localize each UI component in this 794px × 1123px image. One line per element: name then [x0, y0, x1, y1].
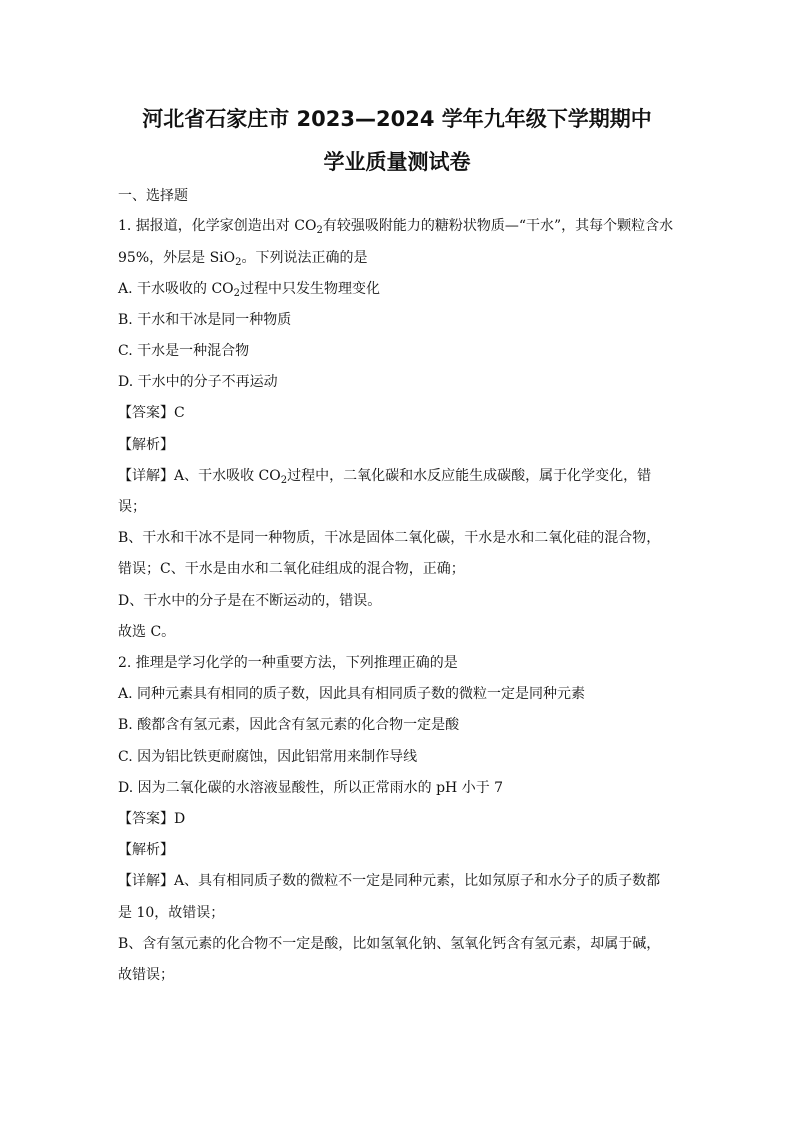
- q1-analysis-label: 【解析】: [118, 437, 174, 453]
- section-heading: 一、选择题: [118, 188, 188, 204]
- q2-detail-line1: 【详解】A、具有相同质子数的微粒不一定是同种元素，比如氖原子和水分子的质子数都: [118, 873, 661, 889]
- q1-stem-line1: 1. 据报道，化学家创造出对 $CO_2$有较强吸附能力的糖粉状物质—“干水”，其每个颗粒含水: [118, 218, 674, 236]
- q1-conclusion: 故选 C。: [118, 624, 176, 640]
- q1-detail-line3: B、干水和干冰不是同一种物质，干冰是固体二氧化碳，干水是水和二氧化硅的混合物，: [118, 530, 661, 546]
- q1-option-c: C. 干水是一种混合物: [118, 343, 250, 359]
- q1-detail-line1: 【详解】A、干水吸收 $CO_2$过程中，二氧化碳和水反应能生成碳酸，属于化学变化，错: [118, 468, 652, 486]
- q2-detail-line3: B、含有氢元素的化合物不一定是酸，比如氢氧化钠、氢氧化钙含有氢元素，却属于碱，: [118, 936, 661, 952]
- q1-answer: 【答案】C: [118, 405, 185, 421]
- q1-detail-line5: D、干水中的分子是在不断运动的，错误。: [118, 593, 382, 609]
- q1-option-a: A. 干水吸收的 $CO_2$过程中只发生物理变化: [118, 281, 381, 299]
- q2-detail-line2: 是 10，故错误；: [118, 905, 225, 921]
- q1-detail-line2: 误；: [118, 499, 146, 515]
- page-title: 河北省石家庄市 2023—2024 学年九年级下学期期中: [142, 107, 652, 131]
- q2-option-a: A. 同种元素具有相同的质子数，因此具有相同质子数的微粒一定是同种元素: [118, 686, 586, 702]
- q1-stem-line2: 95%，外层是 SiO$_2$。下列说法正确的是: [118, 250, 368, 268]
- q2-option-d: D. 因为二氧化碳的水溶液显酸性，所以正常雨水的 pH 小于 7: [118, 780, 504, 796]
- q2-answer: 【答案】D: [118, 811, 186, 827]
- q1-detail-line4: 错误；C、干水是由水和二氧化硅组成的混合物，正确；: [118, 561, 465, 577]
- q1-option-b: B. 干水和干冰是同一种物质: [118, 312, 292, 328]
- q2-option-b: B. 酸都含有氢元素，因此含有氢元素的化合物一定是酸: [118, 717, 460, 733]
- q2-analysis-label: 【解析】: [118, 842, 174, 858]
- q2-detail-line4: 故错误；: [118, 967, 174, 983]
- q2-stem: 2. 推理是学习化学的一种重要方法，下列推理正确的是: [118, 655, 458, 671]
- q2-option-c: C. 因为铝比铁更耐腐蚀，因此铝常用来制作导线: [118, 749, 418, 765]
- q1-option-d: D. 干水中的分子不再运动: [118, 374, 278, 390]
- page-subtitle: 学业质量测试卷: [323, 150, 471, 174]
